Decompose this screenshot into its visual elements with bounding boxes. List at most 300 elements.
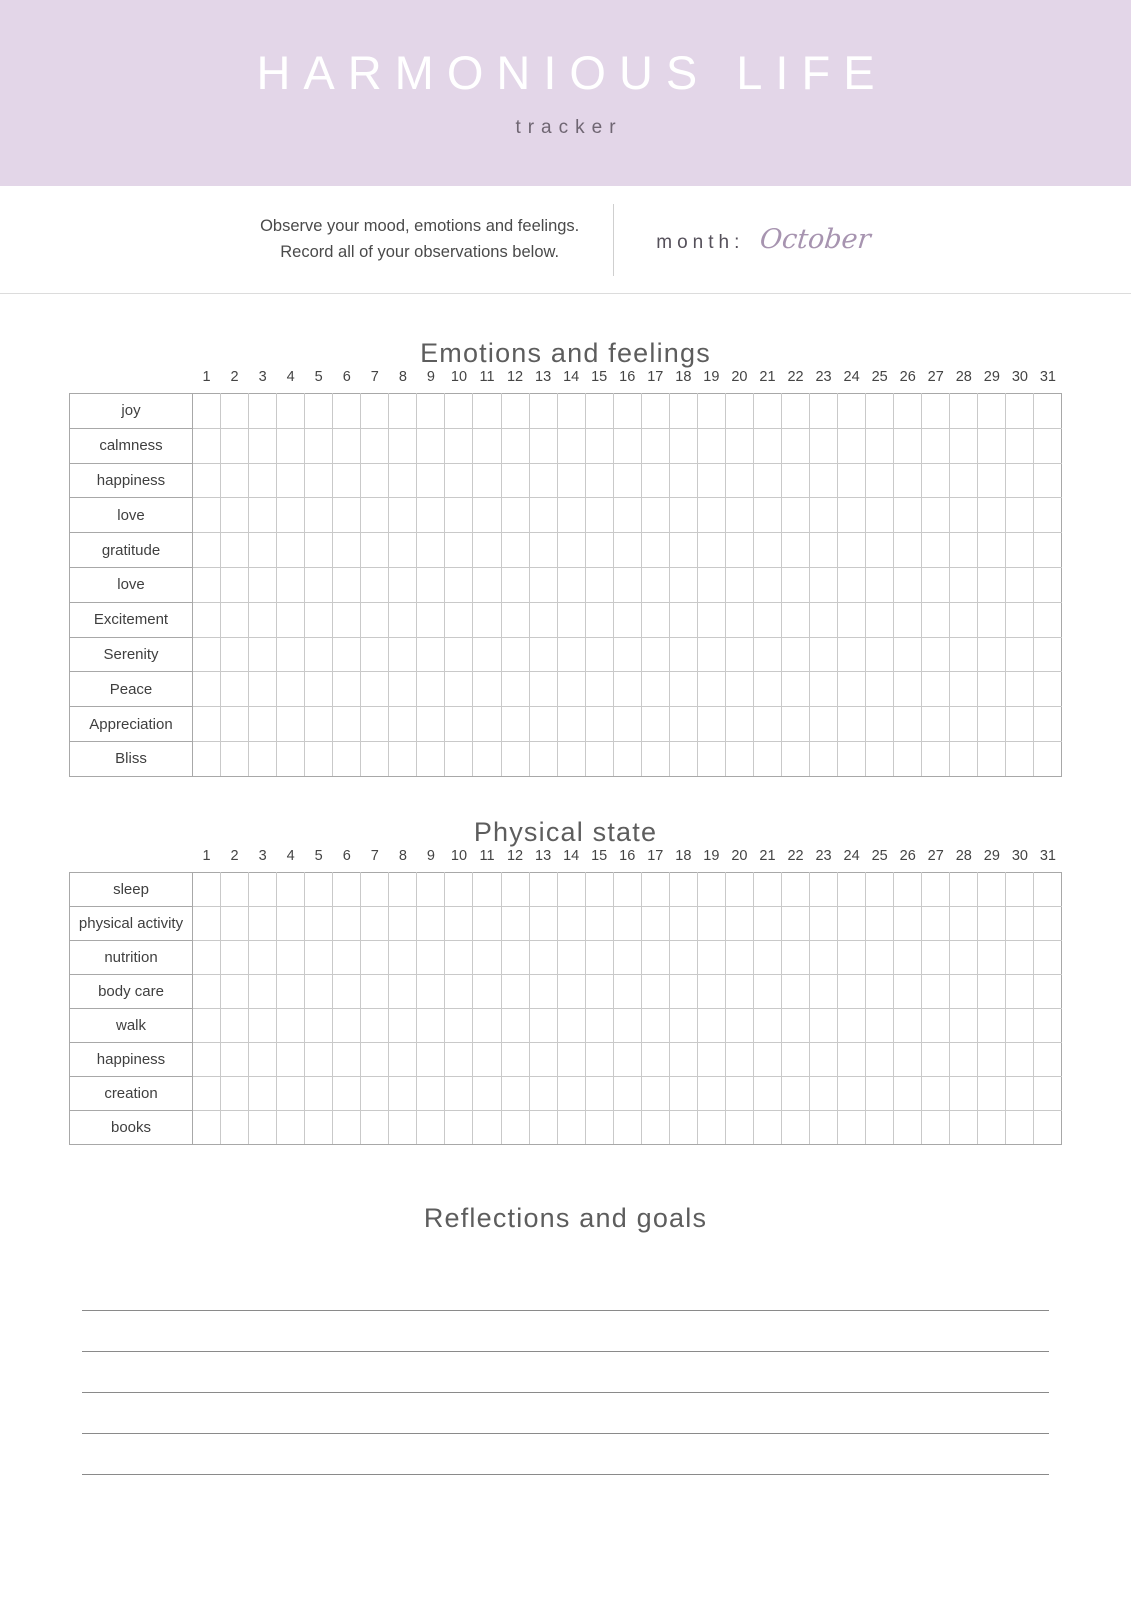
tracker-cell[interactable]: [193, 872, 221, 906]
tracker-cell[interactable]: [613, 463, 641, 498]
tracker-cell[interactable]: [810, 707, 838, 742]
tracker-cell[interactable]: [894, 707, 922, 742]
tracker-cell[interactable]: [753, 940, 781, 974]
tracker-cell[interactable]: [894, 567, 922, 602]
tracker-cell[interactable]: [922, 637, 950, 672]
tracker-cell[interactable]: [1006, 1008, 1034, 1042]
tracker-cell[interactable]: [950, 872, 978, 906]
tracker-cell[interactable]: [333, 428, 361, 463]
tracker-cell[interactable]: [361, 533, 389, 568]
tracker-cell[interactable]: [978, 602, 1006, 637]
tracker-cell[interactable]: [221, 498, 249, 533]
tracker-cell[interactable]: [810, 906, 838, 940]
tracker-cell[interactable]: [277, 428, 305, 463]
tracker-cell[interactable]: [810, 498, 838, 533]
tracker-cell[interactable]: [193, 974, 221, 1008]
tracker-cell[interactable]: [221, 394, 249, 429]
tracker-cell[interactable]: [1034, 741, 1062, 776]
tracker-cell[interactable]: [305, 1110, 333, 1144]
tracker-cell[interactable]: [978, 906, 1006, 940]
tracker-cell[interactable]: [725, 1110, 753, 1144]
tracker-cell[interactable]: [529, 707, 557, 742]
tracker-cell[interactable]: [193, 533, 221, 568]
tracker-cell[interactable]: [445, 1110, 473, 1144]
tracker-cell[interactable]: [389, 1008, 417, 1042]
tracker-cell[interactable]: [389, 637, 417, 672]
tracker-cell[interactable]: [613, 872, 641, 906]
tracker-cell[interactable]: [333, 1042, 361, 1076]
tracker-cell[interactable]: [529, 672, 557, 707]
tracker-cell[interactable]: [753, 463, 781, 498]
tracker-cell[interactable]: [725, 672, 753, 707]
tracker-cell[interactable]: [389, 741, 417, 776]
tracker-cell[interactable]: [613, 1008, 641, 1042]
tracker-cell[interactable]: [838, 567, 866, 602]
tracker-cell[interactable]: [922, 906, 950, 940]
tracker-cell[interactable]: [978, 1042, 1006, 1076]
tracker-cell[interactable]: [473, 872, 501, 906]
tracker-cell[interactable]: [838, 1042, 866, 1076]
tracker-cell[interactable]: [333, 707, 361, 742]
tracker-cell[interactable]: [613, 498, 641, 533]
tracker-cell[interactable]: [838, 707, 866, 742]
tracker-cell[interactable]: [950, 428, 978, 463]
month-value[interactable]: October: [758, 224, 873, 255]
tracker-cell[interactable]: [697, 1110, 725, 1144]
tracker-cell[interactable]: [838, 940, 866, 974]
tracker-cell[interactable]: [361, 1042, 389, 1076]
tracker-cell[interactable]: [305, 567, 333, 602]
tracker-cell[interactable]: [894, 1042, 922, 1076]
reflection-line[interactable]: [82, 1352, 1049, 1393]
tracker-cell[interactable]: [669, 707, 697, 742]
reflection-line[interactable]: [82, 1270, 1049, 1311]
tracker-cell[interactable]: [361, 637, 389, 672]
tracker-cell[interactable]: [585, 1110, 613, 1144]
tracker-cell[interactable]: [305, 1076, 333, 1110]
tracker-cell[interactable]: [221, 707, 249, 742]
tracker-cell[interactable]: [725, 906, 753, 940]
tracker-cell[interactable]: [557, 940, 585, 974]
tracker-cell[interactable]: [1006, 1110, 1034, 1144]
tracker-cell[interactable]: [529, 637, 557, 672]
tracker-cell[interactable]: [810, 1076, 838, 1110]
tracker-cell[interactable]: [978, 974, 1006, 1008]
tracker-cell[interactable]: [333, 940, 361, 974]
tracker-cell[interactable]: [866, 974, 894, 1008]
tracker-cell[interactable]: [277, 1076, 305, 1110]
tracker-cell[interactable]: [669, 602, 697, 637]
tracker-cell[interactable]: [417, 872, 445, 906]
tracker-cell[interactable]: [810, 567, 838, 602]
tracker-cell[interactable]: [305, 906, 333, 940]
tracker-cell[interactable]: [697, 906, 725, 940]
tracker-cell[interactable]: [305, 1042, 333, 1076]
tracker-cell[interactable]: [894, 637, 922, 672]
tracker-cell[interactable]: [669, 637, 697, 672]
tracker-cell[interactable]: [781, 1042, 809, 1076]
tracker-cell[interactable]: [221, 463, 249, 498]
month-field[interactable]: [614, 224, 871, 255]
tracker-cell[interactable]: [641, 602, 669, 637]
tracker-cell[interactable]: [781, 672, 809, 707]
tracker-cell[interactable]: [445, 1076, 473, 1110]
tracker-cell[interactable]: [445, 1042, 473, 1076]
tracker-cell[interactable]: [333, 463, 361, 498]
tracker-cell[interactable]: [669, 1110, 697, 1144]
tracker-cell[interactable]: [950, 1110, 978, 1144]
tracker-cell[interactable]: [445, 533, 473, 568]
tracker-cell[interactable]: [221, 872, 249, 906]
tracker-cell[interactable]: [389, 602, 417, 637]
tracker-cell[interactable]: [389, 1042, 417, 1076]
tracker-cell[interactable]: [1034, 872, 1062, 906]
tracker-cell[interactable]: [950, 672, 978, 707]
tracker-cell[interactable]: [1006, 741, 1034, 776]
tracker-cell[interactable]: [753, 1110, 781, 1144]
tracker-cell[interactable]: [1006, 428, 1034, 463]
tracker-cell[interactable]: [1034, 1110, 1062, 1144]
tracker-cell[interactable]: [529, 394, 557, 429]
tracker-cell[interactable]: [613, 567, 641, 602]
tracker-cell[interactable]: [922, 1008, 950, 1042]
tracker-cell[interactable]: [894, 1008, 922, 1042]
tracker-cell[interactable]: [193, 602, 221, 637]
tracker-cell[interactable]: [697, 672, 725, 707]
tracker-cell[interactable]: [922, 872, 950, 906]
tracker-cell[interactable]: [1034, 940, 1062, 974]
tracker-cell[interactable]: [333, 906, 361, 940]
tracker-cell[interactable]: [417, 741, 445, 776]
tracker-cell[interactable]: [361, 672, 389, 707]
tracker-cell[interactable]: [978, 498, 1006, 533]
tracker-cell[interactable]: [781, 1008, 809, 1042]
tracker-cell[interactable]: [277, 906, 305, 940]
tracker-cell[interactable]: [613, 906, 641, 940]
tracker-cell[interactable]: [866, 1008, 894, 1042]
tracker-cell[interactable]: [249, 940, 277, 974]
tracker-cell[interactable]: [697, 567, 725, 602]
tracker-cell[interactable]: [1034, 567, 1062, 602]
tracker-cell[interactable]: [641, 741, 669, 776]
tracker-cell[interactable]: [725, 637, 753, 672]
tracker-cell[interactable]: [417, 1076, 445, 1110]
tracker-cell[interactable]: [753, 567, 781, 602]
tracker-cell[interactable]: [950, 637, 978, 672]
tracker-cell[interactable]: [333, 672, 361, 707]
tracker-cell[interactable]: [585, 637, 613, 672]
tracker-cell[interactable]: [389, 428, 417, 463]
tracker-cell[interactable]: [978, 567, 1006, 602]
tracker-cell[interactable]: [333, 394, 361, 429]
tracker-cell[interactable]: [613, 672, 641, 707]
tracker-cell[interactable]: [866, 707, 894, 742]
tracker-cell[interactable]: [613, 707, 641, 742]
tracker-cell[interactable]: [669, 672, 697, 707]
tracker-cell[interactable]: [950, 1008, 978, 1042]
tracker-cell[interactable]: [1006, 533, 1034, 568]
tracker-cell[interactable]: [305, 974, 333, 1008]
reflection-line[interactable]: [82, 1311, 1049, 1352]
tracker-cell[interactable]: [305, 1008, 333, 1042]
tracker-cell[interactable]: [277, 1042, 305, 1076]
tracker-cell[interactable]: [557, 1076, 585, 1110]
tracker-cell[interactable]: [277, 463, 305, 498]
tracker-cell[interactable]: [978, 533, 1006, 568]
tracker-cell[interactable]: [389, 940, 417, 974]
tracker-cell[interactable]: [305, 672, 333, 707]
tracker-cell[interactable]: [613, 1042, 641, 1076]
tracker-cell[interactable]: [529, 428, 557, 463]
tracker-cell[interactable]: [445, 906, 473, 940]
tracker-cell[interactable]: [866, 1042, 894, 1076]
tracker-cell[interactable]: [781, 741, 809, 776]
tracker-cell[interactable]: [697, 394, 725, 429]
tracker-cell[interactable]: [557, 974, 585, 1008]
tracker-cell[interactable]: [473, 533, 501, 568]
tracker-cell[interactable]: [557, 637, 585, 672]
tracker-cell[interactable]: [1006, 707, 1034, 742]
tracker-cell[interactable]: [221, 974, 249, 1008]
tracker-cell[interactable]: [697, 940, 725, 974]
tracker-cell[interactable]: [193, 498, 221, 533]
tracker-cell[interactable]: [669, 567, 697, 602]
tracker-cell[interactable]: [950, 741, 978, 776]
tracker-cell[interactable]: [445, 567, 473, 602]
tracker-cell[interactable]: [389, 707, 417, 742]
tracker-cell[interactable]: [501, 741, 529, 776]
tracker-cell[interactable]: [781, 463, 809, 498]
tracker-cell[interactable]: [725, 567, 753, 602]
tracker-cell[interactable]: [193, 707, 221, 742]
tracker-cell[interactable]: [753, 872, 781, 906]
tracker-cell[interactable]: [753, 1042, 781, 1076]
tracker-cell[interactable]: [866, 394, 894, 429]
tracker-cell[interactable]: [333, 567, 361, 602]
tracker-cell[interactable]: [866, 940, 894, 974]
tracker-cell[interactable]: [866, 498, 894, 533]
tracker-cell[interactable]: [249, 602, 277, 637]
tracker-cell[interactable]: [781, 428, 809, 463]
tracker-cell[interactable]: [866, 602, 894, 637]
tracker-cell[interactable]: [753, 428, 781, 463]
tracker-cell[interactable]: [305, 463, 333, 498]
tracker-cell[interactable]: [613, 1076, 641, 1110]
tracker-cell[interactable]: [922, 1042, 950, 1076]
tracker-cell[interactable]: [249, 1076, 277, 1110]
tracker-cell[interactable]: [613, 533, 641, 568]
tracker-cell[interactable]: [866, 1076, 894, 1110]
tracker-cell[interactable]: [894, 906, 922, 940]
tracker-cell[interactable]: [641, 707, 669, 742]
tracker-cell[interactable]: [417, 533, 445, 568]
tracker-cell[interactable]: [641, 637, 669, 672]
tracker-cell[interactable]: [641, 428, 669, 463]
tracker-cell[interactable]: [1006, 567, 1034, 602]
tracker-cell[interactable]: [277, 1110, 305, 1144]
tracker-cell[interactable]: [361, 872, 389, 906]
tracker-cell[interactable]: [221, 637, 249, 672]
tracker-cell[interactable]: [221, 533, 249, 568]
tracker-cell[interactable]: [978, 463, 1006, 498]
tracker-cell[interactable]: [613, 974, 641, 1008]
tracker-cell[interactable]: [501, 533, 529, 568]
tracker-cell[interactable]: [529, 906, 557, 940]
tracker-cell[interactable]: [669, 1076, 697, 1110]
tracker-cell[interactable]: [697, 428, 725, 463]
tracker-cell[interactable]: [1034, 498, 1062, 533]
tracker-cell[interactable]: [894, 672, 922, 707]
tracker-cell[interactable]: [725, 394, 753, 429]
tracker-cell[interactable]: [333, 533, 361, 568]
tracker-cell[interactable]: [585, 533, 613, 568]
tracker-cell[interactable]: [445, 1008, 473, 1042]
tracker-cell[interactable]: [277, 602, 305, 637]
tracker-cell[interactable]: [389, 974, 417, 1008]
tracker-cell[interactable]: [753, 602, 781, 637]
tracker-cell[interactable]: [922, 602, 950, 637]
tracker-cell[interactable]: [978, 707, 1006, 742]
tracker-cell[interactable]: [249, 463, 277, 498]
tracker-cell[interactable]: [697, 463, 725, 498]
tracker-cell[interactable]: [1006, 394, 1034, 429]
tracker-cell[interactable]: [950, 498, 978, 533]
tracker-cell[interactable]: [950, 940, 978, 974]
tracker-cell[interactable]: [389, 1110, 417, 1144]
tracker-cell[interactable]: [978, 872, 1006, 906]
tracker-cell[interactable]: [249, 637, 277, 672]
tracker-cell[interactable]: [193, 672, 221, 707]
tracker-cell[interactable]: [277, 872, 305, 906]
tracker-cell[interactable]: [557, 533, 585, 568]
tracker-cell[interactable]: [361, 428, 389, 463]
tracker-cell[interactable]: [389, 498, 417, 533]
tracker-cell[interactable]: [417, 1042, 445, 1076]
tracker-cell[interactable]: [305, 602, 333, 637]
tracker-cell[interactable]: [781, 602, 809, 637]
tracker-cell[interactable]: [473, 1008, 501, 1042]
tracker-cell[interactable]: [417, 672, 445, 707]
tracker-cell[interactable]: [249, 1008, 277, 1042]
tracker-cell[interactable]: [753, 533, 781, 568]
tracker-cell[interactable]: [866, 637, 894, 672]
tracker-cell[interactable]: [978, 637, 1006, 672]
tracker-cell[interactable]: [725, 741, 753, 776]
tracker-cell[interactable]: [922, 1076, 950, 1110]
tracker-cell[interactable]: [1034, 637, 1062, 672]
tracker-cell[interactable]: [725, 1042, 753, 1076]
tracker-cell[interactable]: [445, 428, 473, 463]
tracker-cell[interactable]: [810, 394, 838, 429]
tracker-cell[interactable]: [529, 533, 557, 568]
tracker-cell[interactable]: [473, 567, 501, 602]
tracker-cell[interactable]: [669, 533, 697, 568]
tracker-cell[interactable]: [725, 1076, 753, 1110]
tracker-cell[interactable]: [781, 1110, 809, 1144]
tracker-cell[interactable]: [445, 741, 473, 776]
tracker-cell[interactable]: [641, 872, 669, 906]
tracker-cell[interactable]: [585, 498, 613, 533]
tracker-cell[interactable]: [1006, 498, 1034, 533]
tracker-cell[interactable]: [866, 567, 894, 602]
tracker-cell[interactable]: [473, 428, 501, 463]
tracker-cell[interactable]: [838, 974, 866, 1008]
tracker-cell[interactable]: [838, 463, 866, 498]
tracker-cell[interactable]: [529, 1008, 557, 1042]
tracker-cell[interactable]: [305, 394, 333, 429]
tracker-cell[interactable]: [922, 533, 950, 568]
tracker-cell[interactable]: [669, 394, 697, 429]
tracker-cell[interactable]: [978, 741, 1006, 776]
tracker-cell[interactable]: [810, 1110, 838, 1144]
tracker-cell[interactable]: [810, 940, 838, 974]
tracker-cell[interactable]: [978, 428, 1006, 463]
tracker-cell[interactable]: [669, 974, 697, 1008]
tracker-cell[interactable]: [613, 602, 641, 637]
tracker-cell[interactable]: [221, 741, 249, 776]
tracker-cell[interactable]: [753, 974, 781, 1008]
tracker-cell[interactable]: [361, 741, 389, 776]
tracker-cell[interactable]: [557, 672, 585, 707]
tracker-cell[interactable]: [501, 428, 529, 463]
tracker-cell[interactable]: [810, 1008, 838, 1042]
tracker-cell[interactable]: [1006, 974, 1034, 1008]
tracker-cell[interactable]: [1034, 533, 1062, 568]
tracker-cell[interactable]: [781, 637, 809, 672]
tracker-cell[interactable]: [894, 602, 922, 637]
tracker-cell[interactable]: [838, 672, 866, 707]
tracker-cell[interactable]: [193, 1042, 221, 1076]
tracker-cell[interactable]: [641, 463, 669, 498]
tracker-cell[interactable]: [501, 974, 529, 1008]
tracker-cell[interactable]: [249, 672, 277, 707]
tracker-cell[interactable]: [781, 394, 809, 429]
tracker-cell[interactable]: [585, 974, 613, 1008]
tracker-cell[interactable]: [585, 741, 613, 776]
tracker-cell[interactable]: [585, 672, 613, 707]
tracker-cell[interactable]: [221, 428, 249, 463]
tracker-cell[interactable]: [473, 741, 501, 776]
tracker-cell[interactable]: [221, 1076, 249, 1110]
tracker-cell[interactable]: [1034, 707, 1062, 742]
tracker-cell[interactable]: [361, 463, 389, 498]
tracker-cell[interactable]: [641, 533, 669, 568]
tracker-cell[interactable]: [417, 707, 445, 742]
tracker-cell[interactable]: [781, 1076, 809, 1110]
tracker-cell[interactable]: [753, 498, 781, 533]
tracker-cell[interactable]: [753, 906, 781, 940]
tracker-cell[interactable]: [866, 463, 894, 498]
tracker-cell[interactable]: [221, 906, 249, 940]
tracker-cell[interactable]: [1034, 906, 1062, 940]
tracker-cell[interactable]: [894, 974, 922, 1008]
tracker-cell[interactable]: [585, 1042, 613, 1076]
tracker-cell[interactable]: [417, 567, 445, 602]
tracker-cell[interactable]: [1034, 1042, 1062, 1076]
tracker-cell[interactable]: [389, 672, 417, 707]
tracker-cell[interactable]: [725, 707, 753, 742]
tracker-cell[interactable]: [810, 463, 838, 498]
tracker-cell[interactable]: [1034, 974, 1062, 1008]
tracker-cell[interactable]: [866, 906, 894, 940]
tracker-cell[interactable]: [361, 906, 389, 940]
tracker-cell[interactable]: [501, 498, 529, 533]
tracker-cell[interactable]: [445, 637, 473, 672]
tracker-cell[interactable]: [894, 394, 922, 429]
tracker-cell[interactable]: [950, 533, 978, 568]
tracker-cell[interactable]: [473, 1110, 501, 1144]
tracker-cell[interactable]: [501, 872, 529, 906]
